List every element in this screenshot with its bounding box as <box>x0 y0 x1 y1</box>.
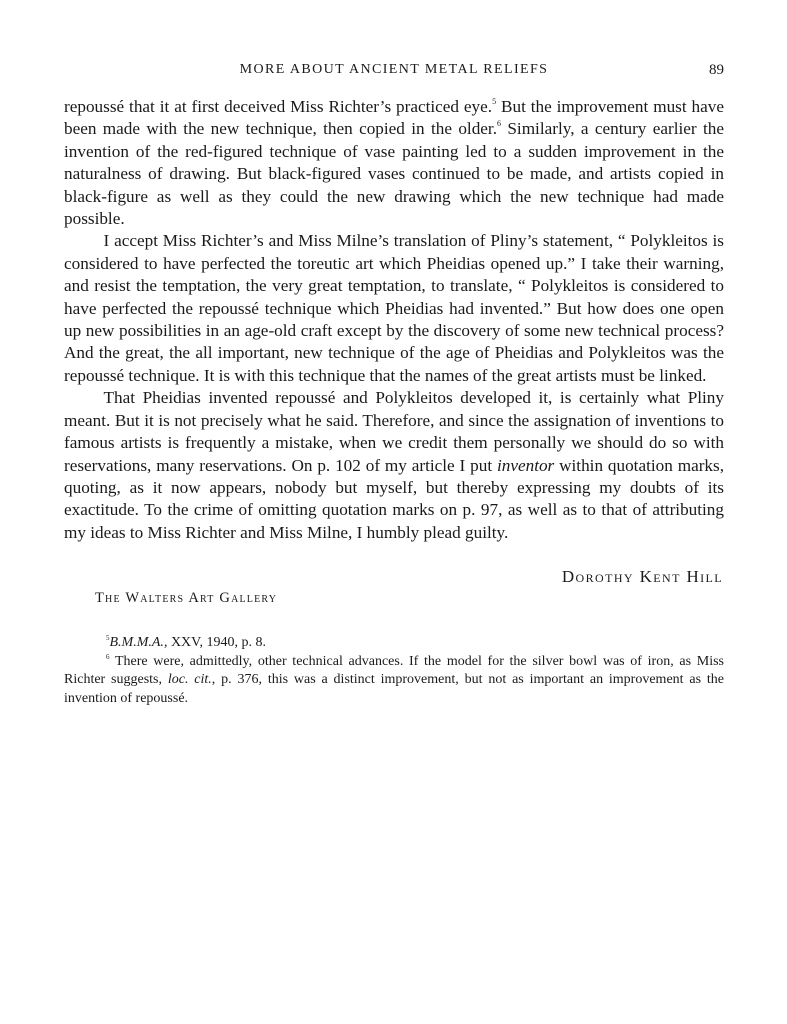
paragraph-text: That Pheidias invented repoussé and Polykleitos developed it, is certainly what Pliny meant. But it is not precisely what he said. Therefore, and since the assignation of inventions to famous artists is frequently a mistake, when we credit them personally we should do so with reservations, many reservations. On p. 102 of my article I put <box>64 388 724 475</box>
footnote-text: , p. 376, this was a distinct improvement, but not as important an improvement as the invention of repoussé. <box>64 672 725 706</box>
paragraph-text: within quotation marks, quoting, as it now appears, nobody but myself, but thereby expressing my doubts of its exactitude. To the crime of omitting quotation marks on p. 97, as well as to that of attributing my ideas to Miss Richter and Miss Milne, I humbly plead guilty. <box>64 455 724 542</box>
paragraph-text: But the improvement must have been made with the new technique, then copied in the older. <box>64 97 724 139</box>
paragraph <box>64 387 724 544</box>
italic-term: inventor <box>496 455 555 475</box>
footnote-italic: loc. cit. <box>167 672 212 687</box>
body-text <box>64 96 724 544</box>
paragraph-text: repoussé that it at first deceived Miss Richter’s practiced eye. <box>64 97 493 116</box>
footnote-text: There were, admittedly, other technical advances. If the model for the silver bowl was of iron, as Miss Richter suggests, <box>64 653 724 687</box>
footnote-ref[interactable]: 6 <box>497 119 501 129</box>
paragraph <box>64 230 724 387</box>
footnote-italic: B.M.M.A. <box>109 635 164 650</box>
footnote <box>64 653 724 709</box>
running-head <box>64 62 724 84</box>
paragraph-text: I accept Miss Richter’s and Miss Milne’s translation of Pliny’s statement, “ Polykleitos is considered to have perfected the toreutic art which Pheidias opened up.” I take their warning, and resist the temptation, the very great temptation, to translate, “ Polykleitos is considered to have perfected the repoussé technique which Pheidias had invented.” But how does one open up new possibilities in an age-old craft except by the discovery of some new technical process? And the great, the all important, new technique of the age of Pheidias and Polykleitos was the repoussé technique. It is with this technique that the names of the great artists must be linked. <box>64 231 724 385</box>
author-signature: Dorothy Kent Hill <box>561 567 723 586</box>
footnotes <box>64 634 724 708</box>
footnote-ref[interactable]: 5 <box>492 97 497 106</box>
paragraph <box>64 96 724 230</box>
author-affiliation: The Walters Art Gallery <box>95 590 278 606</box>
running-title: MORE ABOUT ANCIENT METAL RELIEFS <box>239 62 549 77</box>
footnote-text: , XXV, 1940, p. 8. <box>163 635 266 650</box>
paragraph-text: Similarly, a century earlier the invention of the red-figured technique of vase painting led to a sudden improvement in the naturalness of drawing. But black-figured vases continued to be made, and artists copied in black-figure as well as they could the new drawing which the new technique had made possible. <box>64 119 724 229</box>
footnote-number: 5 <box>106 634 110 642</box>
footnote <box>64 634 724 653</box>
page-number: 89 <box>709 62 724 78</box>
footnote-number: 6 <box>106 652 110 661</box>
